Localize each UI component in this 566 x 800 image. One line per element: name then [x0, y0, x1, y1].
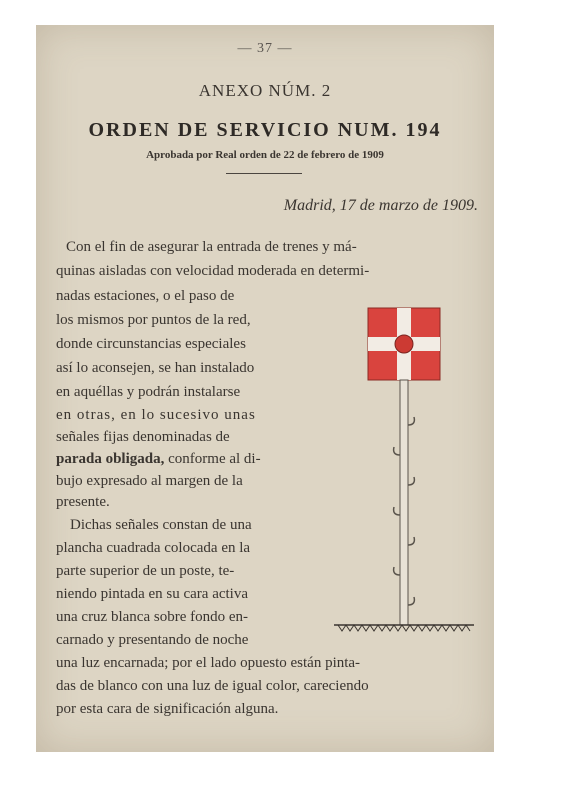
text-line: quinas aisladas con velocidad moderada en determi-: [56, 263, 370, 279]
page-number: — 37 —: [237, 41, 293, 56]
text-line: señales fijas denominadas de: [56, 429, 230, 445]
approval-note: Aprobada por Real orden de 22 de febrero de 1909: [146, 149, 384, 161]
text-fragment: conforme al di-: [164, 451, 261, 467]
text-line: así lo aconsejen, se han instalado: [56, 360, 255, 376]
annex-title: ANEXO NÚM. 2: [198, 81, 332, 100]
post-rung: [394, 567, 400, 575]
post-rung: [394, 507, 400, 515]
text-line: bujo expresado al margen de la: [56, 473, 243, 489]
parada-obligada-signal-illustration: [328, 305, 478, 645]
text-line: Dichas señales constan de una: [70, 517, 252, 533]
text-line: carnado y presentando de noche: [56, 632, 249, 648]
text-line: Con el fin de asegurar la entrada de trenes y má-: [66, 239, 357, 255]
post-rung: [408, 477, 414, 485]
signal-post: [400, 380, 408, 625]
post-rung: [408, 597, 414, 605]
text-line: nadas estaciones, o el paso de: [56, 288, 235, 304]
signal-lamp: [395, 335, 413, 353]
post-rung: [408, 417, 414, 425]
text-line: en aquéllas y podrán instalarse: [56, 384, 241, 400]
text-line: [56, 449, 261, 469]
post-rung: [408, 537, 414, 545]
parada-obligada-term: parada obligada,: [56, 451, 165, 467]
text-line: una luz encarnada; por el lado opuesto están pinta-: [56, 655, 361, 671]
text-line: por esta cara de significación alguna.: [56, 701, 279, 717]
text-line: parte superior de un poste, te-: [56, 563, 235, 579]
text-line: niendo pintada en su cara activa: [56, 586, 248, 602]
post-rung: [394, 447, 400, 455]
ground-grass: [338, 625, 470, 631]
date-line: Madrid, 17 de marzo de 1909.: [283, 197, 478, 214]
text-line: una cruz blanca sobre fondo en-: [56, 609, 248, 625]
text-line: presente.: [56, 494, 110, 510]
book-page: [36, 25, 494, 752]
text-line: donde circunstancias especiales: [56, 336, 246, 352]
order-title: ORDEN DE SERVICIO NUM. 194: [88, 119, 442, 141]
text-line: los mismos por puntos de la red,: [56, 312, 251, 328]
text-line: plancha cuadrada colocada en la: [56, 540, 251, 556]
text-line: en otras, en lo sucesivo unas: [56, 407, 256, 423]
text-line: das de blanco con una luz de igual color, careciendo: [56, 678, 369, 694]
title-divider: [226, 173, 302, 174]
